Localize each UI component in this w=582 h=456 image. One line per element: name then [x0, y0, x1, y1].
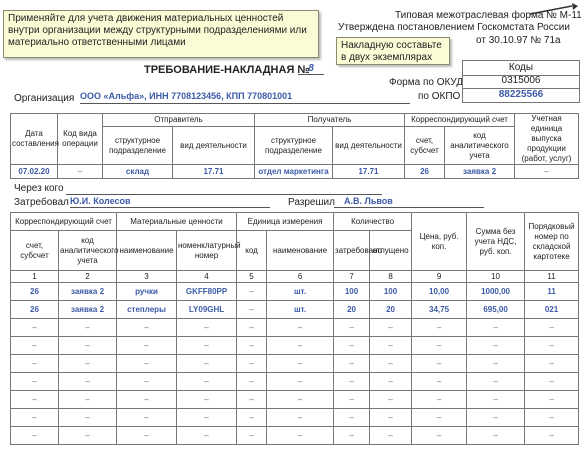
- sum-header: Сумма без учета НДС, руб. коп.: [467, 213, 525, 271]
- table-cell: –: [117, 409, 177, 427]
- codes-header: Коды: [462, 60, 580, 76]
- table-cell: –: [334, 427, 370, 445]
- table-cell: 34,75: [412, 301, 467, 319]
- table-cell: –: [267, 337, 334, 355]
- corr-header: Корреспондирующий счет: [405, 114, 515, 127]
- form-type: Типовая межотраслевая форма № М-11: [395, 10, 582, 21]
- table-cell: –: [237, 337, 267, 355]
- table-cell: –: [11, 409, 59, 427]
- account-cell: 26: [405, 165, 445, 179]
- table-cell: 26: [11, 301, 59, 319]
- requested-value: Ю.И. Колесов: [70, 195, 270, 208]
- table-cell: 695,00: [467, 301, 525, 319]
- table-cell: –: [117, 319, 177, 337]
- doc-number: 8: [298, 63, 324, 75]
- table-cell: 10,00: [412, 283, 467, 301]
- table-cell: –: [334, 337, 370, 355]
- table-cell: –: [412, 319, 467, 337]
- unit-measure-header: Единица измерения: [237, 213, 334, 231]
- table-cell: –: [412, 409, 467, 427]
- table-cell: –: [237, 355, 267, 373]
- analytic-subheader: код аналитического учета: [59, 231, 117, 271]
- table-cell: –: [370, 409, 412, 427]
- okpo-label: по ОКПО: [418, 91, 461, 102]
- table-cell: –: [525, 355, 579, 373]
- unit-header: Учетная единица выпуска продукции (работ, услуг): [515, 114, 579, 165]
- table-row: [11, 283, 579, 301]
- table-row: [11, 337, 579, 355]
- table-cell: –: [267, 409, 334, 427]
- op-header: Код вида операции: [58, 114, 103, 165]
- table-cell: 26: [11, 283, 59, 301]
- column-number: 6: [267, 271, 334, 283]
- table-cell: 100: [370, 283, 412, 301]
- receiver-header: Получатель: [255, 114, 405, 127]
- table-cell: 20: [334, 301, 370, 319]
- table-row: [11, 373, 579, 391]
- approved-line2: от 30.10.97 № 71а: [476, 35, 561, 46]
- table-cell: –: [117, 427, 177, 445]
- released-subheader: отпущено: [370, 231, 412, 271]
- receiver-struct-header: структурное подразделение: [255, 127, 333, 165]
- table-cell: –: [59, 409, 117, 427]
- unit-cell: –: [515, 165, 579, 179]
- requested-subheader: затребовано: [334, 231, 370, 271]
- table-cell: –: [177, 409, 237, 427]
- table-cell: –: [525, 427, 579, 445]
- table-cell: 11: [525, 283, 579, 301]
- nomen-subheader: номенклатурный номер: [177, 231, 237, 271]
- table-cell: заявка 2: [59, 283, 117, 301]
- table-cell: –: [177, 373, 237, 391]
- table-cell: –: [525, 337, 579, 355]
- table-cell: заявка 2: [59, 301, 117, 319]
- table-cell: –: [467, 355, 525, 373]
- copies-note: Накладную составьте в двух экземплярах: [336, 37, 450, 65]
- through-label: Через кого: [14, 183, 64, 194]
- table-cell: –: [467, 373, 525, 391]
- table-cell: –: [467, 319, 525, 337]
- table-row: [11, 319, 579, 337]
- table-cell: –: [412, 355, 467, 373]
- code-subheader: код: [237, 231, 267, 271]
- unit-name-subheader: наименование: [267, 231, 334, 271]
- table-cell: –: [177, 427, 237, 445]
- table-cell: –: [59, 373, 117, 391]
- table-cell: шт.: [267, 301, 334, 319]
- receiver-activity-cell: 17.71: [333, 165, 405, 179]
- table-cell: –: [334, 409, 370, 427]
- table-cell: –: [237, 301, 267, 319]
- table-cell: GKFF80PP: [177, 283, 237, 301]
- table-cell: шт.: [267, 283, 334, 301]
- table-cell: –: [237, 409, 267, 427]
- sender-activity-header: вид деятельности: [173, 127, 255, 165]
- table-cell: 20: [370, 301, 412, 319]
- arrow-icon: [528, 2, 578, 16]
- table-cell: –: [59, 427, 117, 445]
- table-cell: –: [525, 373, 579, 391]
- instruction-note: Применяйте для учета движения материальных ценностей внутри организации между структурными подразделениями или материально ответственными лицами: [3, 10, 319, 58]
- table-cell: –: [59, 355, 117, 373]
- table-cell: –: [467, 409, 525, 427]
- table-cell: –: [59, 391, 117, 409]
- table-cell: –: [334, 355, 370, 373]
- table-cell: –: [177, 337, 237, 355]
- table-cell: –: [525, 409, 579, 427]
- table-row: [11, 301, 579, 319]
- table-cell: –: [117, 337, 177, 355]
- date-header: Дата составления: [11, 114, 58, 165]
- table-cell: степлеры: [117, 301, 177, 319]
- table-cell: –: [267, 319, 334, 337]
- corr-account-header: Корреспондирующий счет: [11, 213, 117, 231]
- column-number: 9: [412, 271, 467, 283]
- op-cell: –: [58, 165, 103, 179]
- table-cell: –: [525, 391, 579, 409]
- column-number: 2: [59, 271, 117, 283]
- receiver-activity-header: вид деятельности: [333, 127, 405, 165]
- sender-activity-cell: 17.71: [173, 165, 255, 179]
- sender-struct-cell: склад: [103, 165, 173, 179]
- table-cell: –: [467, 337, 525, 355]
- table-cell: ручки: [117, 283, 177, 301]
- column-number: 10: [467, 271, 525, 283]
- table-cell: –: [237, 427, 267, 445]
- table-cell: 100: [334, 283, 370, 301]
- column-number: 3: [117, 271, 177, 283]
- table-cell: –: [467, 427, 525, 445]
- price-header: Цена, руб. коп.: [412, 213, 467, 271]
- table-row: [11, 427, 579, 445]
- table-cell: –: [59, 337, 117, 355]
- sender-header: Отправитель: [103, 114, 255, 127]
- table-cell: –: [334, 373, 370, 391]
- table-cell: –: [177, 355, 237, 373]
- table-cell: –: [59, 319, 117, 337]
- table-cell: –: [412, 391, 467, 409]
- table-cell: –: [117, 391, 177, 409]
- table-cell: –: [267, 427, 334, 445]
- table-cell: –: [334, 319, 370, 337]
- table-cell: –: [177, 319, 237, 337]
- table-cell: –: [11, 391, 59, 409]
- values-header: Материальные ценности: [117, 213, 237, 231]
- account-subheader: счет, субсчет: [11, 231, 59, 271]
- requested-label: Затребовал: [14, 197, 69, 208]
- okud-label: Форма по ОКУД: [389, 77, 464, 88]
- table-cell: –: [11, 319, 59, 337]
- column-number: 8: [370, 271, 412, 283]
- name-subheader: наименование: [117, 231, 177, 271]
- table-cell: –: [267, 391, 334, 409]
- analytic-cell: заявка 2: [445, 165, 515, 179]
- table-cell: LY09GHL: [177, 301, 237, 319]
- table-row: [11, 391, 579, 409]
- table-cell: –: [370, 337, 412, 355]
- table-cell: –: [117, 355, 177, 373]
- items-table: [10, 212, 579, 445]
- okud-value: 0315006: [462, 74, 580, 89]
- doc-title: ТРЕБОВАНИЕ-НАКЛАДНАЯ №: [144, 64, 310, 76]
- table-cell: –: [237, 319, 267, 337]
- table-cell: –: [370, 319, 412, 337]
- table-cell: –: [267, 373, 334, 391]
- table-cell: –: [467, 391, 525, 409]
- table-cell: –: [334, 391, 370, 409]
- table-cell: –: [11, 337, 59, 355]
- org-value: ООО «Альфа», ИНН 7708123456, КПП 770801001: [80, 90, 410, 104]
- table-cell: –: [370, 355, 412, 373]
- table-cell: –: [412, 427, 467, 445]
- org-label: Организация: [14, 93, 75, 104]
- allowed-label: Разрешил: [288, 197, 335, 208]
- approved-line1: Утверждена постановлением Госкомстата России: [338, 22, 570, 33]
- receiver-struct-cell: отдел маркетинга: [255, 165, 333, 179]
- column-number: 4: [177, 271, 237, 283]
- table-cell: –: [412, 337, 467, 355]
- table-cell: –: [11, 373, 59, 391]
- table-cell: –: [370, 391, 412, 409]
- table-row: [11, 355, 579, 373]
- column-number-row: [11, 271, 579, 283]
- table-row: [11, 409, 579, 427]
- date-cell: 07.02.20: [11, 165, 58, 179]
- quantity-header: Количество: [334, 213, 412, 231]
- table-cell: –: [370, 373, 412, 391]
- table-cell: 021: [525, 301, 579, 319]
- table-cell: –: [237, 283, 267, 301]
- allowed-value: А.В. Львов: [334, 195, 484, 208]
- account-header: счет, субсчет: [405, 127, 445, 165]
- table-cell: –: [412, 373, 467, 391]
- table-cell: –: [117, 373, 177, 391]
- column-number: 7: [334, 271, 370, 283]
- table-cell: –: [237, 373, 267, 391]
- seq-header: Порядковый номер по складской картотеке: [525, 213, 579, 271]
- header-table: [10, 113, 579, 179]
- okpo-value: 88225566: [462, 88, 580, 103]
- table-cell: –: [177, 391, 237, 409]
- column-number: 1: [11, 271, 59, 283]
- sender-struct-header: структурное подразделение: [103, 127, 173, 165]
- column-number: 5: [237, 271, 267, 283]
- table-cell: –: [237, 391, 267, 409]
- table-cell: –: [11, 355, 59, 373]
- table-cell: –: [11, 427, 59, 445]
- table-cell: 1000,00: [467, 283, 525, 301]
- table-cell: –: [267, 355, 334, 373]
- table-cell: –: [525, 319, 579, 337]
- analytic-header: код аналитического учета: [445, 127, 515, 165]
- column-number: 11: [525, 271, 579, 283]
- table-cell: –: [370, 427, 412, 445]
